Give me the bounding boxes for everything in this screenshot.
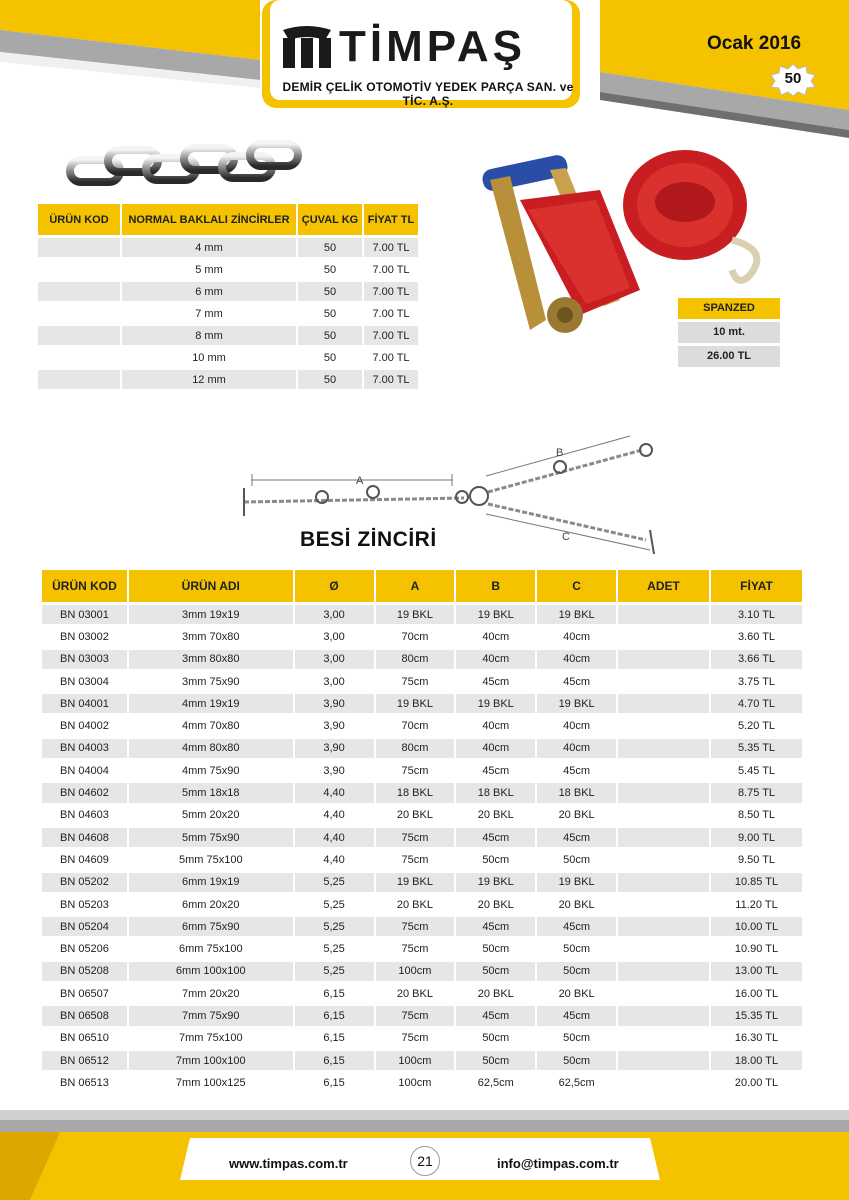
table-cell: 6,15 <box>295 1006 374 1025</box>
table-row <box>42 739 802 758</box>
table-cell: BN 04002 <box>42 716 127 735</box>
table-cell: 6,15 <box>295 1073 374 1092</box>
table-cell: 3.10 TL <box>711 605 802 624</box>
table-row <box>42 939 802 958</box>
header-cell: ÜRÜN ADI <box>129 570 293 602</box>
table-cell: BN 03004 <box>42 672 127 691</box>
table-cell: 5,25 <box>295 939 374 958</box>
table-cell: 4,40 <box>295 828 374 847</box>
table-cell <box>618 850 709 869</box>
table-row <box>42 627 802 646</box>
table-cell <box>618 1029 709 1048</box>
table-cell: 9.00 TL <box>711 828 802 847</box>
table-cell: 4mm 19x19 <box>129 694 293 713</box>
table-cell: 7mm 75x100 <box>129 1029 293 1048</box>
table-cell: 7.00 TL <box>364 260 418 279</box>
table-cell: 45cm <box>537 761 616 780</box>
table-cell: 4,40 <box>295 806 374 825</box>
table-cell: BN 04608 <box>42 828 127 847</box>
table-cell: 9.50 TL <box>711 850 802 869</box>
table-cell: 100cm <box>376 1073 455 1092</box>
table-cell: BN 05208 <box>42 962 127 981</box>
table-cell: 10.90 TL <box>711 939 802 958</box>
table-cell: 4mm 80x80 <box>129 739 293 758</box>
table-cell: 45cm <box>456 761 535 780</box>
table-cell: 50cm <box>537 850 616 869</box>
table-cell: 3,90 <box>295 694 374 713</box>
table-cell: 3.66 TL <box>711 650 802 669</box>
table-cell: 50 <box>298 348 362 367</box>
table-cell: 50cm <box>537 1051 616 1070</box>
table-row <box>38 304 418 323</box>
table-cell: BN 04001 <box>42 694 127 713</box>
table-cell: 19 BKL <box>376 694 455 713</box>
table-row <box>38 370 418 389</box>
table-cell: 75cm <box>376 939 455 958</box>
table-cell: 5,25 <box>295 962 374 981</box>
table-cell <box>38 370 120 389</box>
table-cell: 19 BKL <box>537 605 616 624</box>
besi-chain-diagram <box>232 430 662 560</box>
table-cell: 10.85 TL <box>711 873 802 892</box>
table-cell: 6,15 <box>295 1029 374 1048</box>
table-cell <box>38 348 120 367</box>
table-cell: 7.00 TL <box>364 326 418 345</box>
table-cell: 19 BKL <box>456 605 535 624</box>
table-cell: BN 04602 <box>42 783 127 802</box>
header-cell: C <box>537 570 616 602</box>
table-cell <box>38 260 120 279</box>
header-cell: ÇUVAL KG <box>298 204 362 235</box>
table-cell: 45cm <box>537 917 616 936</box>
table-cell: 50cm <box>456 1029 535 1048</box>
table-row <box>38 238 418 257</box>
table-cell: 50 <box>298 304 362 323</box>
table-cell: 7.00 TL <box>364 238 418 257</box>
brand-name: TİMPAŞ <box>339 22 526 71</box>
table-row <box>42 1029 802 1048</box>
table-cell: 7.00 TL <box>364 282 418 301</box>
table-cell <box>618 806 709 825</box>
table-cell: 50cm <box>537 962 616 981</box>
table-cell: 62,5cm <box>537 1073 616 1092</box>
header-cell: ÜRÜN KOD <box>38 204 120 235</box>
table-cell: 40cm <box>456 739 535 758</box>
table-cell <box>38 238 120 257</box>
table-cell: 4 mm <box>122 238 296 257</box>
table-cell: 8.50 TL <box>711 806 802 825</box>
table-row <box>38 348 418 367</box>
header-cell: ADET <box>618 570 709 602</box>
table-cell: 20 BKL <box>456 895 535 914</box>
table-cell: 3,90 <box>295 761 374 780</box>
table-cell: 20 BKL <box>456 806 535 825</box>
spanzed-info <box>678 298 780 370</box>
table-cell: BN 04004 <box>42 761 127 780</box>
table-cell: 18 BKL <box>537 783 616 802</box>
table-cell: BN 04609 <box>42 850 127 869</box>
table-cell: 45cm <box>537 1006 616 1025</box>
table-row <box>42 1073 802 1092</box>
table-cell: 7mm 75x90 <box>129 1006 293 1025</box>
table-cell: 8 mm <box>122 326 296 345</box>
table-cell: 11.20 TL <box>711 895 802 914</box>
table-cell: 75cm <box>376 672 455 691</box>
table-row <box>42 984 802 1003</box>
table-cell: 5,25 <box>295 895 374 914</box>
table-cell <box>618 917 709 936</box>
page-badge <box>770 64 816 96</box>
table-row <box>42 716 802 735</box>
table-cell: 45cm <box>537 828 616 847</box>
table-row <box>42 828 802 847</box>
table-cell: 80cm <box>376 650 455 669</box>
table-cell: 20 BKL <box>537 806 616 825</box>
table-cell: BN 04003 <box>42 739 127 758</box>
table-cell: 19 BKL <box>537 694 616 713</box>
table-cell: 5.20 TL <box>711 716 802 735</box>
table-row <box>38 282 418 301</box>
diagram-label-c: C <box>562 531 570 543</box>
table-cell: 18.00 TL <box>711 1051 802 1070</box>
table-cell: 50 <box>298 326 362 345</box>
table-cell: 19 BKL <box>456 873 535 892</box>
table-cell <box>618 1073 709 1092</box>
table-cell: 3,00 <box>295 627 374 646</box>
table-row <box>42 650 802 669</box>
table-cell: 40cm <box>537 716 616 735</box>
table-cell: BN 05206 <box>42 939 127 958</box>
table-cell: 45cm <box>537 672 616 691</box>
section-title: BESİ ZİNCİRİ <box>300 528 437 551</box>
chain-price-table <box>36 201 420 392</box>
table-cell <box>618 605 709 624</box>
table-cell: 5 mm <box>122 260 296 279</box>
table-cell: 45cm <box>456 1006 535 1025</box>
table-cell: 80cm <box>376 739 455 758</box>
table-cell: BN 06512 <box>42 1051 127 1070</box>
table-cell: 50 <box>298 282 362 301</box>
table-cell: 4mm 75x90 <box>129 761 293 780</box>
table-cell: 3,90 <box>295 739 374 758</box>
table-cell: 19 BKL <box>456 694 535 713</box>
table-cell: 6,15 <box>295 984 374 1003</box>
table-cell: 20 BKL <box>376 806 455 825</box>
table-cell: 50 <box>298 370 362 389</box>
table-cell: 75cm <box>376 828 455 847</box>
table-row <box>42 761 802 780</box>
table-cell: 15.35 TL <box>711 1006 802 1025</box>
table-cell: 4mm 70x80 <box>129 716 293 735</box>
table-cell: 4.70 TL <box>711 694 802 713</box>
table-cell: BN 06513 <box>42 1073 127 1092</box>
table-cell: 19 BKL <box>376 605 455 624</box>
table-cell: 18 BKL <box>456 783 535 802</box>
table-cell: 75cm <box>376 761 455 780</box>
table-cell: 3.75 TL <box>711 672 802 691</box>
table-cell: 7 mm <box>122 304 296 323</box>
table-row <box>42 1006 802 1025</box>
table-cell: 6 mm <box>122 282 296 301</box>
table-cell: 75cm <box>376 917 455 936</box>
table-cell: 70cm <box>376 627 455 646</box>
table-cell <box>618 650 709 669</box>
table-cell: BN 04603 <box>42 806 127 825</box>
table-row <box>42 962 802 981</box>
table-cell: 19 BKL <box>376 873 455 892</box>
table-cell: 62,5cm <box>456 1073 535 1092</box>
table-cell: 5.35 TL <box>711 739 802 758</box>
table-cell: 50 <box>298 260 362 279</box>
table-cell: 40cm <box>456 650 535 669</box>
table-cell: 10 mm <box>122 348 296 367</box>
table-cell <box>618 783 709 802</box>
table-cell: 45cm <box>456 917 535 936</box>
table-cell: 10.00 TL <box>711 917 802 936</box>
table-cell: 20.00 TL <box>711 1073 802 1092</box>
table-cell: 50cm <box>537 939 616 958</box>
table-cell: 7mm 100x100 <box>129 1051 293 1070</box>
spanzed-title: SPANZED <box>678 298 780 319</box>
table-cell <box>618 739 709 758</box>
table-cell: 45cm <box>456 672 535 691</box>
header-cell: FİYAT <box>711 570 802 602</box>
table-cell: 5,25 <box>295 917 374 936</box>
table-cell <box>618 873 709 892</box>
table-cell: 40cm <box>456 716 535 735</box>
spanzed-length: 10 mt. <box>678 322 780 343</box>
table-cell: 100cm <box>376 1051 455 1070</box>
table-cell: 3,00 <box>295 650 374 669</box>
table-cell <box>618 828 709 847</box>
table-cell: 45cm <box>456 828 535 847</box>
table-cell <box>38 326 120 345</box>
table-cell: 75cm <box>376 1029 455 1048</box>
table-cell: 50cm <box>456 962 535 981</box>
table-cell: 40cm <box>537 650 616 669</box>
table-row <box>38 260 418 279</box>
header-cell: FİYAT TL <box>364 204 418 235</box>
besi-table-header <box>42 570 802 602</box>
table-cell: 70cm <box>376 716 455 735</box>
table-cell: 20 BKL <box>376 895 455 914</box>
table-cell: BN 06508 <box>42 1006 127 1025</box>
table-cell: 75cm <box>376 850 455 869</box>
table-cell: BN 03002 <box>42 627 127 646</box>
table-cell: 4,40 <box>295 783 374 802</box>
table-cell: 5,25 <box>295 873 374 892</box>
table-cell: BN 06507 <box>42 984 127 1003</box>
table-cell: BN 03001 <box>42 605 127 624</box>
table-cell: 3mm 70x80 <box>129 627 293 646</box>
header-cell: ÜRÜN KOD <box>42 570 127 602</box>
table-cell: BN 05203 <box>42 895 127 914</box>
table-cell: BN 06510 <box>42 1029 127 1048</box>
table-cell: 5mm 75x90 <box>129 828 293 847</box>
catalog-date: Ocak 2016 <box>707 33 802 54</box>
company-subtitle: DEMİR ÇELİK OTOMOTİV YEDEK PARÇA SAN. ve TİC. A.Ş. <box>282 80 574 108</box>
table-cell <box>618 1006 709 1025</box>
table-row <box>42 850 802 869</box>
brand-logo <box>281 24 526 70</box>
table-cell: 7mm 100x125 <box>129 1073 293 1092</box>
table-cell: 20 BKL <box>537 895 616 914</box>
table-cell: 7.00 TL <box>364 370 418 389</box>
table-cell: BN 05202 <box>42 873 127 892</box>
table-cell: 50cm <box>456 850 535 869</box>
table-cell: 50cm <box>456 939 535 958</box>
table-cell <box>618 962 709 981</box>
table-cell: 6,15 <box>295 1051 374 1070</box>
table-row <box>38 326 418 345</box>
diagram-label-a: A <box>356 475 364 487</box>
table-cell: 20 BKL <box>456 984 535 1003</box>
header-cell: A <box>376 570 455 602</box>
table-cell: 40cm <box>537 627 616 646</box>
table-cell: BN 03003 <box>42 650 127 669</box>
header-cell: Ø <box>295 570 374 602</box>
table-cell: 6mm 75x90 <box>129 917 293 936</box>
table-cell: 8.75 TL <box>711 783 802 802</box>
table-row <box>42 1051 802 1070</box>
table-cell <box>618 761 709 780</box>
table-cell: 100cm <box>376 962 455 981</box>
table-cell: 3.60 TL <box>711 627 802 646</box>
badge-number: 50 <box>784 70 802 87</box>
table-cell <box>618 895 709 914</box>
table-cell: 12 mm <box>122 370 296 389</box>
page-number: 21 <box>410 1146 440 1176</box>
table-cell: 40cm <box>456 627 535 646</box>
chain-image <box>64 134 304 194</box>
footer-email[interactable]: info@timpas.com.tr <box>497 1156 619 1171</box>
table-cell: 6mm 19x19 <box>129 873 293 892</box>
table-cell: 18 BKL <box>376 783 455 802</box>
table-cell: 7mm 20x20 <box>129 984 293 1003</box>
besi-price-table <box>40 567 804 1096</box>
table-cell: 5.45 TL <box>711 761 802 780</box>
table-cell <box>618 627 709 646</box>
chain-table-header <box>38 204 418 235</box>
table-row <box>42 895 802 914</box>
table-cell <box>618 1051 709 1070</box>
logo-mark-icon <box>281 24 333 70</box>
diagram-label-b: B <box>556 447 564 459</box>
table-cell: 6mm 75x100 <box>129 939 293 958</box>
table-cell: 5mm 75x100 <box>129 850 293 869</box>
table-row <box>42 605 802 624</box>
table-cell: 3,90 <box>295 716 374 735</box>
table-cell: 6mm 100x100 <box>129 962 293 981</box>
table-cell: 16.00 TL <box>711 984 802 1003</box>
table-cell: 5mm 20x20 <box>129 806 293 825</box>
table-cell: 7.00 TL <box>364 304 418 323</box>
table-cell: 3mm 75x90 <box>129 672 293 691</box>
table-cell: 40cm <box>537 739 616 758</box>
table-cell: 3,00 <box>295 672 374 691</box>
table-cell: 6mm 20x20 <box>129 895 293 914</box>
table-cell: 50 <box>298 238 362 257</box>
table-cell: 3,00 <box>295 605 374 624</box>
header-cell: NORMAL BAKLALI ZİNCİRLER <box>122 204 296 235</box>
table-cell: 16.30 TL <box>711 1029 802 1048</box>
table-row <box>42 694 802 713</box>
table-cell: 19 BKL <box>537 873 616 892</box>
table-cell: 50cm <box>537 1029 616 1048</box>
table-cell <box>618 939 709 958</box>
table-cell: 3mm 80x80 <box>129 650 293 669</box>
table-cell: 75cm <box>376 1006 455 1025</box>
table-cell: 13.00 TL <box>711 962 802 981</box>
table-row <box>42 917 802 936</box>
footer-website[interactable]: www.timpas.com.tr <box>229 1156 348 1171</box>
header-cell: B <box>456 570 535 602</box>
table-cell: BN 05204 <box>42 917 127 936</box>
table-cell <box>618 672 709 691</box>
table-cell <box>38 282 120 301</box>
table-cell <box>618 716 709 735</box>
table-row <box>42 672 802 691</box>
table-row <box>42 783 802 802</box>
spanzed-price: 26.00 TL <box>678 346 780 367</box>
table-cell: 3mm 19x19 <box>129 605 293 624</box>
table-cell: 20 BKL <box>376 984 455 1003</box>
table-cell: 50cm <box>456 1051 535 1070</box>
table-row <box>42 806 802 825</box>
table-cell: 5mm 18x18 <box>129 783 293 802</box>
table-cell: 4,40 <box>295 850 374 869</box>
table-cell <box>618 694 709 713</box>
table-cell: 7.00 TL <box>364 348 418 367</box>
table-cell <box>38 304 120 323</box>
table-cell <box>618 984 709 1003</box>
table-row <box>42 873 802 892</box>
table-cell: 20 BKL <box>537 984 616 1003</box>
